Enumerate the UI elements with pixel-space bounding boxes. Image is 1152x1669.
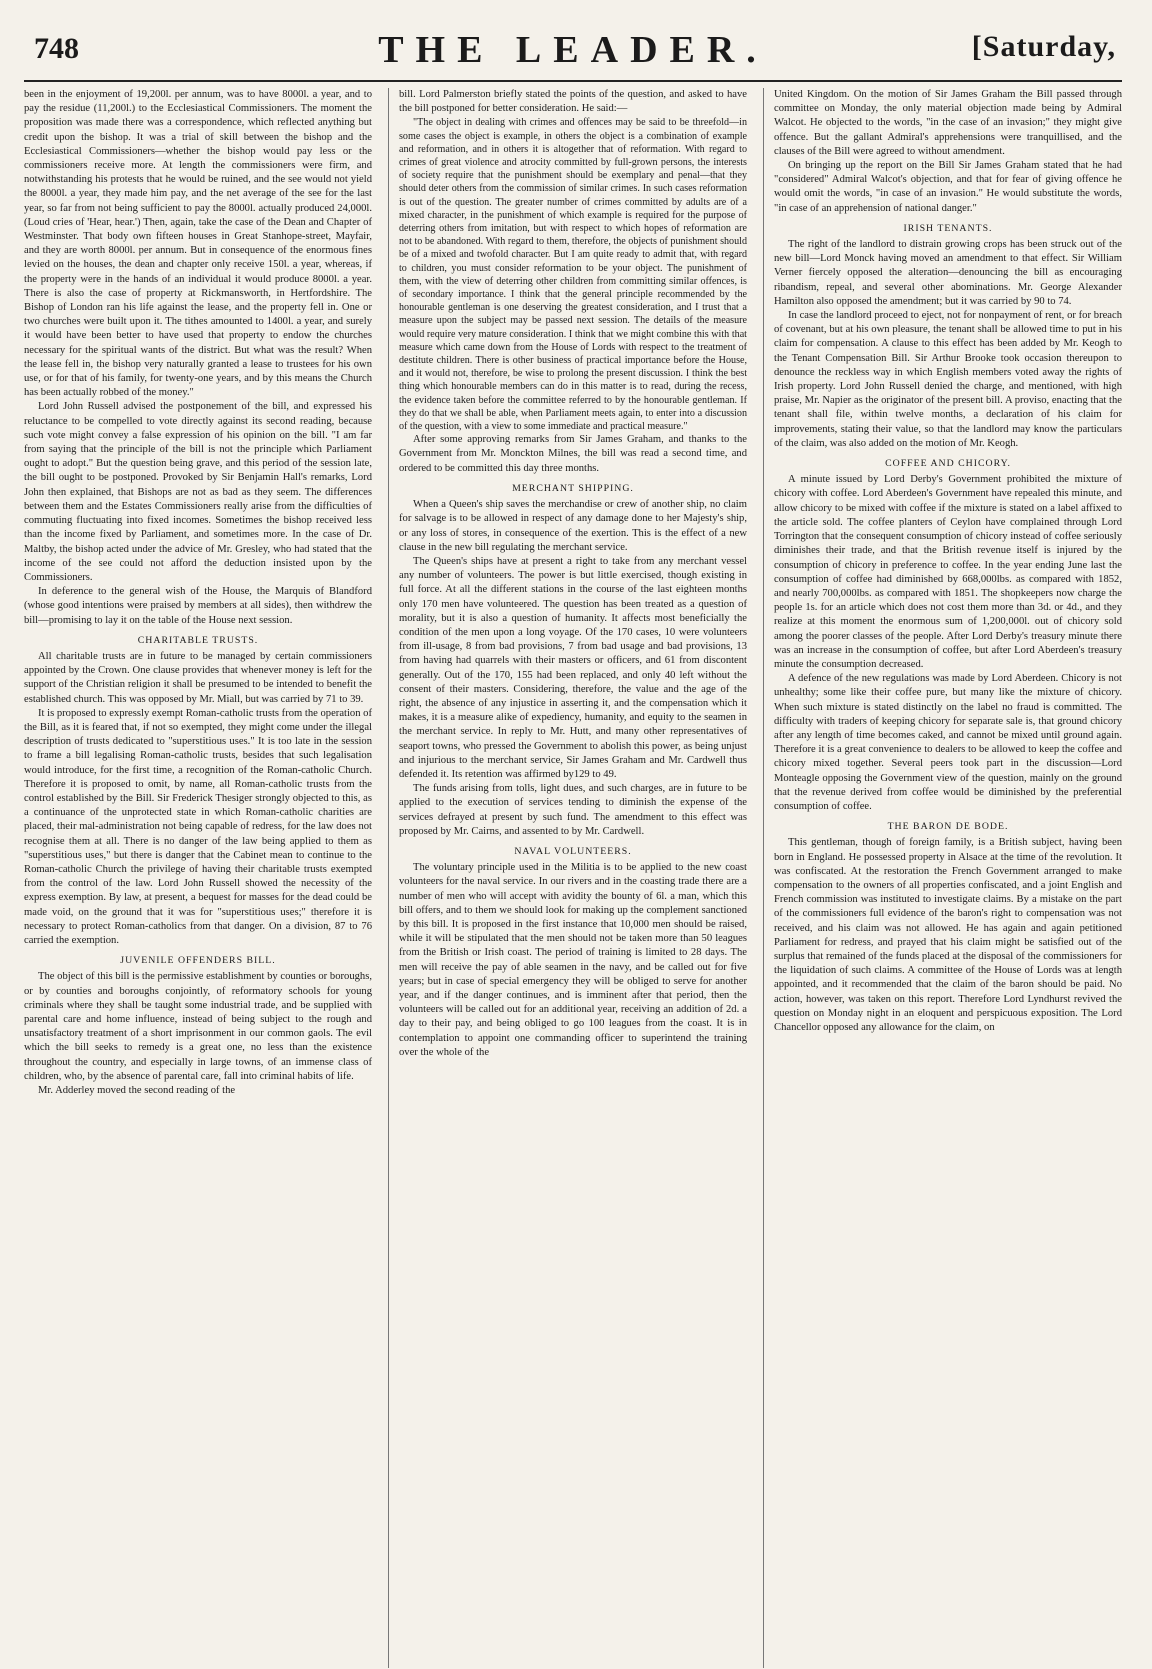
paragraph: bill. Lord Palmerston briefly stated the points of the question, and asked to have the bill postponed for better consideration. He said:— bbox=[399, 89, 747, 115]
section-heading: NAVAL VOLUNTEERS. bbox=[514, 845, 632, 857]
paragraph: The funds arising from tolls, light dues, and such charges, are in future to be applied to the execution of services tending to diminish the expense of the services defrayed at present by such fund. The amendment to this effect was proposed by Mr. Cairns, and assented to by Mr. Cardwell. bbox=[399, 783, 747, 837]
paragraph: United Kingdom. On the motion of Sir James Graham the Bill passed through committee on Monday, the only material objection made being by Admiral Walcot. He objected to the words, "in the case of an invasion;" they might give offence. But the gallant Admiral's apprehensions were tranquillised, and the clauses of the Bill were agreed to without amendment. bbox=[774, 89, 1122, 157]
paragraph: In deference to the general wish of the House, the Marquis of Blandford (whose good intentions were praised by members at all sides), then withdrew the bill—promising to lay it on the table of the House next session. bbox=[24, 586, 372, 626]
paragraph: After some approving remarks from Sir James Graham, and thanks to the Government from Mr. Monckton Milnes, the bill was read a second time, and ordered to be committed this day three months. bbox=[399, 434, 747, 474]
paragraph: The object of this bill is the permissive establishment by counties or boroughs, or by counties and boroughs conjointly, of reformatory schools for young criminals where they shall be taught some industrial trade, and be supplied with parental care and home influence, instead of being subject to the rough and unsatisfactory treatment of a short imprisonment in our common gaols. The evil which the bill seeks to remedy is a great one, no less than the existence throughout the country, and especially in large towns, of an immense class of children, who, by the absence of parental care, fall into criminal habits of life. bbox=[24, 971, 372, 1082]
paragraph: All charitable trusts are in future to be managed by certain commissioners appointed by the Crown. One clause provides that whenever money is left for the support of the Christian religion it shall be presumed to be intended to benefit the established church. This was opposed by Mr. Miall, but was carried by 71 to 39. bbox=[24, 650, 372, 705]
paragraph: This gentleman, though of foreign family, is a British subject, having been born in England. He possessed property in Alsace at the time of the revolution. It was confiscated. At the restoration the French Government arranged to make compensation to the owners of all properties confiscated, and a joint English and French commission was instituted to investigate claims. By a mistake on the part of the commissioners full evidence of the baron's right to compensation was not received, and his claim was not allowed. He has again and again petitioned Parliament for redress, and prayed that his claim might be satisfied out of the surplus that remained of the funds placed at the disposal of the commissioners for the liquidation of such claims. A committee of the House of Lords was at length appointed, and it recommended that the claim of the baron should be paid. No action, however, was taken on this report. Therefore Lord Lyndhurst revived the question on Monday night in an eloquent and perspicuous exposition. The Lord Chancellor opposed any allowance for the claim, on bbox=[774, 837, 1122, 1033]
quoted-speech: "The object in dealing with crimes and offences may be said to be threefold—in some cases the object is example, in others the object is a combination of example and reformation, and in others it is altogether that of reformation. With regard to crimes of great violence and atrocity committed by full-grown persons, the interests of society require that the punishment should be exemplary and penal—that they should deter others from the commission of similar crimes. In such cases reformation is out of the question. The greater number of crimes committed by adults are of a mixed character, in the punishment of which example is required for the purpose of deterring others from imitation, but with respect to which hopes of reformation are not to be abandoned. With regard to them, therefore, the objects of punishment should be of a mixed and twofold character. But I am quite ready to admit that, with regard to children, you must consider reformation to be your object. The punishment of them, with the view of deterring other children from committing similar offences, is of secondary importance. I think that the general principle recommended by the honourable gentleman is one deserving the greatest consideration, and I trust that a measure upon the subject may be passed next session. The details of the measure would require very mature consideration. I think that we might combine this with that measure which came down from the House of Lords with respect to the treatment of destitute children. There is other business of practical importance before the House, and it would not, therefore, be wise to prolong the present discussion. I think the best thing which honourable members can do in this matter is to read, during the recess, the evidence taken before the committee referred to by the honourable gentleman. If they do that we shall be able, when Parliament meets again, to enter into a discussion of the question, with a view to some immediate and practical measure." bbox=[399, 117, 747, 433]
column-middle bbox=[388, 88, 747, 1668]
paragraph: The voluntary principle used in the Militia is to be applied to the new coast volunteers for the naval service. In our rivers and in the coasting trade there are a number of men who will accept with avidity the bounty of 6l. a man, which this bill offers, and to them we should look for making up the complement sanctioned by this bill. It is proposed in the first instance that 10,000 men should be raised, while it will be stipulated that the men should not be taken more than 50 leagues from the British or Irish coast. The period of training is limited to 28 days. The men will receive the pay of able seamen in the navy, and be called out for five years; but in case of special emergency they will be obliged to serve for another year, and if the danger continues, and is imminent after that period, then the volunteers will be called out for an additional year, receiving an addition of 2d. a day to their pay, and being obliged to go 100 leagues from the coast. It is in contemplation to appoint one commanding officer to superintend the training over the whole of the bbox=[399, 862, 747, 1058]
paragraph: A defence of the new regulations was made by Lord Aberdeen. Chicory is not unhealthy; some like their coffee pure, but many like the mixture of chicory. When such mixture is stated distinctly on the label no fraud is committed. The difficulty with traders of keeping chicory for separate sale is, that ground chicory after any length of time becomes caked, and cannot be mixed until ground again. Therefore it is a great convenience to dealers to be allowed to keep the coffee and chicory mixed together. Several peers took part in the discussion—Lord Monteagle opposing the Government view of the question, mainly on the ground that the revenue derived from coffee would be diminished by the preferential consumption of coffee. bbox=[774, 673, 1122, 812]
section-heading: IRISH TENANTS. bbox=[903, 222, 993, 234]
paper-title: THE LEADER. bbox=[378, 29, 768, 71]
paragraph: When a Queen's ship saves the merchandise or crew of another ship, no claim for salvage is to be allowed in respect of any damage done to her Majesty's ship, or any loss of stores, in consequence of the exertion. This is the effect of a new clause in the new bill regulating the merchant service. bbox=[399, 499, 747, 553]
section-heading: JUVENILE OFFENDERS BILL. bbox=[120, 955, 276, 967]
masthead bbox=[24, 18, 1122, 82]
paragraph: In case the landlord proceed to eject, not for nonpayment of rent, or for breach of covenant, but at his own pleasure, the tenant shall be allowed time to put in his claim for compensation. A clause to this effect has been added by Mr. Keogh to the Tenant Compensation Bill. Sir Arthur Brooke took occasion thereupon to denounce the reckless way in which English members voted away the rights of Irish property. Lord John Russell denied the charge, and mentioned, with high praise, Mr. Napier as the originator of the present bill. A proviso, enacting that the tenant shall file, within twelve months, a declaration of his claim for improvements, stating their value, so that the landlord may know the particulars of the claim, was also added on the motion of Mr. Keogh. bbox=[774, 310, 1122, 449]
paragraph: Mr. Adderley moved the second reading of the bbox=[38, 1085, 236, 1097]
paragraph: On bringing up the report on the Bill Sir James Graham stated that he had "considered" Admiral Walcot's objection, and that for fear of giving offence he would omit the words, "in case of an invasion." He would substitute the words, "in case of an apprehension of national danger." bbox=[774, 160, 1122, 214]
section-heading: CHARITABLE TRUSTS. bbox=[137, 634, 259, 646]
paragraph: Lord John Russell advised the postponement of the bill, and expressed his reluctance to be compelled to vote directly against its second reading, because such vote might convey a false expression of his opinion on the bill. "I am far from saying that the principle of the bill is not the principle which Parliament ought to adopt." But the question being grave, and this period of the session late, the bill ought to be postponed. Provoked by Sir Benjamin Hall's remarks, Lord John then explained, that Bishops are not as bad as they seem. The differences between them and the Estates Commissioners really arise from the difficulties of commuting fluctuating into fixed incomes. Sometimes the bishop received less than the income fixed by Parliament, and sometimes more. In the case of Dr. Maltby, the bishop acted under the advice of Mr. Gresley, who had stated that the income of the see could not afford the deduction insisted upon by the Commissioners. bbox=[24, 401, 372, 583]
section-heading: THE BARON DE BODE. bbox=[887, 821, 1009, 833]
issue-day: [Saturday, bbox=[971, 30, 1116, 63]
paragraph: A minute issued by Lord Derby's Government prohibited the mixture of chicory with coffee. Lord Aberdeen's Government have repealed this minute, and allow chicory to be mixed with coffee if the mixture is stated on a label affixed to the article sold. The coffee planters of Ceylon have complained through Lord Torrington that the consequent consumption of chicory instead of coffee seriously diminishes their trade, and that the British revenue itself is injured by the consumption of chicory in preference to coffee. In the year ending June last the consumption of coffee had diminished by 668,000lbs. as compared with 1852, and nearly 700,000lbs. as compared with 1851. The shopkeepers now charge the people 1s. for an article which does not cost them more than 3d. or 4d., and they realize at this moment the enormous sum of 1,200,000l. out of chicory sold among the poorer classes of the people. After Lord Derby's treasury minute there was an increase in the consumption of coffee, but after Lord Aberdeen's treasury minute the consumption decreased. bbox=[774, 474, 1122, 670]
paragraph: been in the enjoyment of 19,200l. per annum, was to have 8000l. a year, and to pay the residue (11,200l.) to the Ecclesiastical Commissioners. The moment the proposition was made there was a correspondence, which reflected anything but credit upon the bishop. It was a trial of skill between the bishop and the Ecclesiastical Commissioners—whether the bishop would pay less or the commissioners receive more. At length the commissioners were firm, and notwithstanding his protests that he would be ruined, and the see would not yield the 8000l. a year, they made him pay, and the net average of the see for the last year, so far from not being sufficient to pay the 8000l. actually produced 24,000l. (Loud cries of 'Hear, hear.') Then, again, take the case of the Dean and Chapter of Westminster. That body own fifteen houses in Great Stanhope-street, Mayfair, and they are worth 8000l. per annum. But in consequence of the enormous fines levied on the houses, the dean and chapter only receive 150l. a year, whereas, if the property were in the hands of an individual it would produce 8000l. a year. There is also the case of property at Rickmansworth, in Hertfordshire. The Bishop of London ran his life against the lease, and the property fell in. One or two churches were built upon it. The tithes amounted to 1400l. a year, and surely it would have been better to have used that property to endow the churches necessary for the spiritual wants of the district. But what was the result? When the lease fell in, the bishop very naturally granted a lease to trustees for his own use, or for that of his family, for twenty-one years, and by this means the Church has been actually robbed of the money." bbox=[24, 89, 372, 399]
article-columns bbox=[24, 88, 1122, 1668]
paragraph: It is proposed to expressly exempt Roman-catholic trusts from the operation of the Bill, as it is feared that, if not so exempted, they might come under the illegal description of trusts dedicated to "superstitious uses." It is too late in the session to frame a bill legalising Roman-catholic trusts, besides that such legalisation would introduce, for the first time, a recognition of the Roman-catholic Church. Therefore it is proposed to omit, by name, all Roman-catholic trusts from the control established by the Bill. Sir Frederick Thesiger strongly objected to this, as a continuance of the unprotected state in which Roman-catholic charities are placed, their mal-administration not being capable of redress, for the law does not recognise them at all. There is no danger of the law being applied to them as "superstitious uses," but there is danger that the Cabinet mean to continue to the Roman-catholic Church the privilege of having their charitable trusts exempted from the control of the law. Lord John Russell showed the necessity of the express exemption. By law, at present, a bequest for masses for the dead could be made void, on the ground that it was for "superstitious uses;" therefore it is necessary to protect Roman-catholics from that danger. On a division, 87 to 76 carried the exemption. bbox=[24, 707, 372, 946]
column-right bbox=[763, 88, 1122, 1668]
section-heading: COFFEE AND CHICORY. bbox=[885, 458, 1011, 470]
page-number: 748 bbox=[34, 32, 79, 65]
paragraph: The right of the landlord to distrain growing crops has been struck out of the new bill—Lord Monck having moved an amendment to that effect. Sir William Verner fiercely opposed the alteration—denouncing the bill as encouraging ribandism, repeal, and several other abominations. Mr. George Alexander Hamilton also opposed the amendment; but it was carried by 90 to 74. bbox=[774, 239, 1122, 307]
column-left bbox=[24, 88, 372, 1668]
paragraph: The Queen's ships have at present a right to take from any merchant vessel any number of volunteers. The power is but little exercised, though existing in full force. At all the different stations in the course of the last eighteen months only 170 men have volunteered. The question has been treated as a question of morality, but it is also a question of humanity. It affects most beneficially the condition of the men upon a long voyage. Of the 170 cases, 10 were volunteers from ill-usage, 8 from bad provisions, 7 from bad usage and bad provisions, 13 from having had quarrels with their masters or officers, and 61 from discontent generally. Out of the 170, 155 had been replaced, and only 40 left without the consent of their masters. Considering, therefore, the value and the age of the right, the absence of any injustice in asserting it, and the compensation which it makes, it is a measure alike of expediency, humanity, and equity to the seamen in the merchant service. In reply to Mr. Hutt, and many other representatives of seaport towns, who pressed the Government to abolish this power, as being unjust and injurious to the merchant service, Sir James Graham and Mr. Cardwell thus defended it. Its retention was affirmed by129 to 49. bbox=[399, 555, 747, 780]
section-heading: MERCHANT SHIPPING. bbox=[512, 482, 634, 494]
